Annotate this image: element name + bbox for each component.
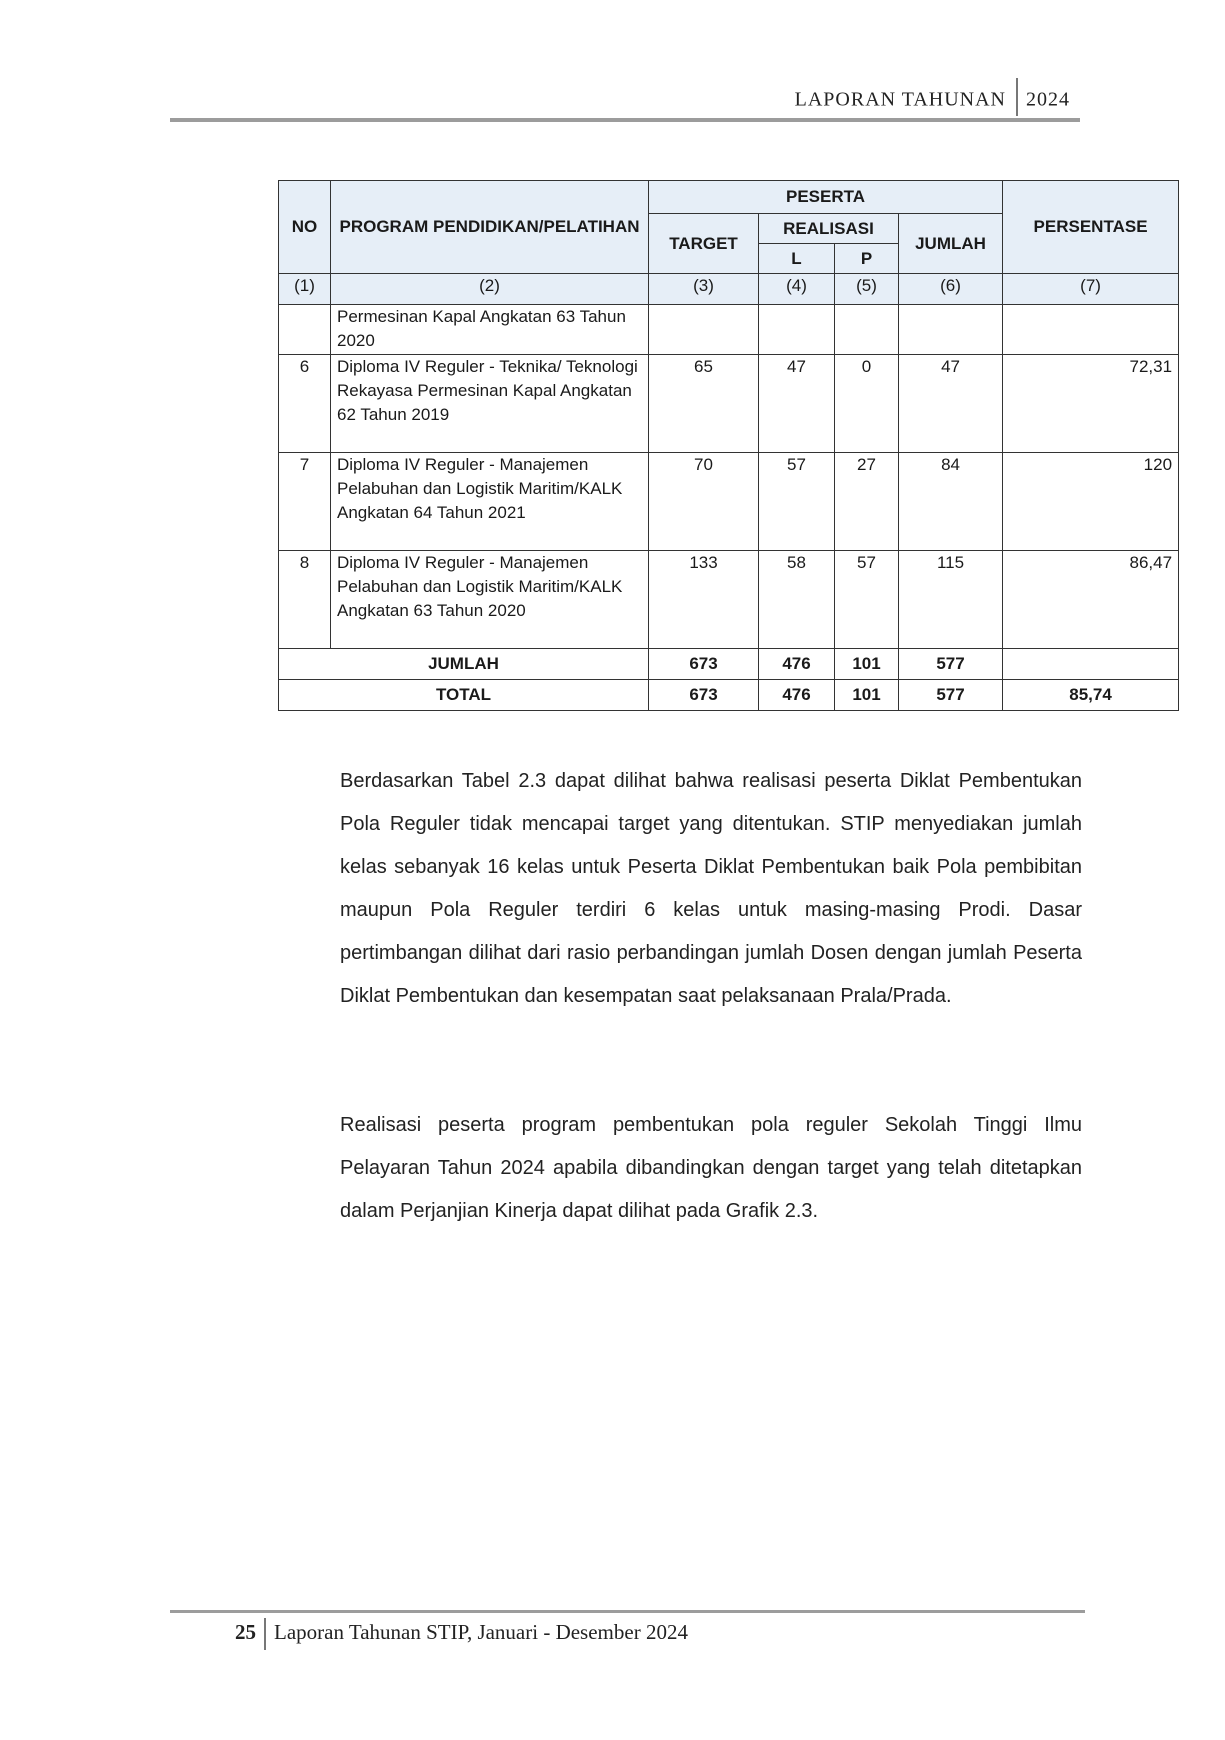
cell-no: 8 <box>279 551 331 649</box>
cell-persentase: 72,31 <box>1003 355 1179 453</box>
footer-rule <box>170 1610 1085 1613</box>
jumlah-l: 476 <box>759 649 835 680</box>
cell-l: 47 <box>759 355 835 453</box>
col-number: (7) <box>1003 274 1179 305</box>
cell-persentase: 120 <box>1003 453 1179 551</box>
jumlah-label: JUMLAH <box>279 649 649 680</box>
cell-persentase <box>1003 305 1179 355</box>
cell-program: Diploma IV Reguler - Teknika/ Teknologi Rekayasa Permesinan Kapal Angkatan 62 Tahun 2019 <box>331 355 649 453</box>
total-persentase: 85,74 <box>1003 680 1179 711</box>
footer-divider <box>264 1618 266 1650</box>
header-target: TARGET <box>649 214 759 274</box>
header-l: L <box>759 244 835 274</box>
jumlah-row <box>279 649 1179 680</box>
header-peserta: PESERTA <box>649 181 1003 214</box>
body-paragraph: Realisasi peserta program pembentukan pola reguler Sekolah Tinggi Ilmu Pelayaran Tahun 2024 apabila dibandingkan dengan target yang telah ditetapkan dalam Perjanjian Kinerja dapat dilihat pada Grafik 2.3. <box>340 1114 1082 1222</box>
cell-p: 27 <box>835 453 899 551</box>
cell-target: 65 <box>649 355 759 453</box>
col-number: (2) <box>331 274 649 305</box>
col-number: (6) <box>899 274 1003 305</box>
cell-l <box>759 305 835 355</box>
col-number: (3) <box>649 274 759 305</box>
header-title: LAPORAN TAHUNAN <box>794 88 1006 111</box>
jumlah-jumlah: 577 <box>899 649 1003 680</box>
cell-jumlah <box>899 305 1003 355</box>
col-number: (4) <box>759 274 835 305</box>
cell-program: Permesinan Kapal Angkatan 63 Tahun 2020 <box>331 305 649 355</box>
cell-target <box>649 305 759 355</box>
header-program: PROGRAM PENDIDIKAN/PELATIHAN <box>331 181 649 274</box>
page-header <box>170 82 1070 120</box>
cell-jumlah: 47 <box>899 355 1003 453</box>
cell-target: 70 <box>649 453 759 551</box>
cell-program: Diploma IV Reguler - Manajemen Pelabuhan dan Logistik Maritim/KALK Angkatan 64 Tahun 2021 <box>331 453 649 551</box>
cell-p: 0 <box>835 355 899 453</box>
header-no: NO <box>279 181 331 274</box>
header-rule <box>170 118 1080 122</box>
col-number: (1) <box>279 274 331 305</box>
table-row <box>279 453 1179 551</box>
participants-table <box>278 180 1179 711</box>
column-number-row <box>279 274 1179 305</box>
total-target: 673 <box>649 680 759 711</box>
cell-l: 57 <box>759 453 835 551</box>
cell-p <box>835 305 899 355</box>
total-l: 476 <box>759 680 835 711</box>
cell-no: 7 <box>279 453 331 551</box>
cell-persentase: 86,47 <box>1003 551 1179 649</box>
header-divider <box>1016 78 1018 116</box>
total-row <box>279 680 1179 711</box>
cell-l: 58 <box>759 551 835 649</box>
total-jumlah: 577 <box>899 680 1003 711</box>
page-footer <box>235 1618 688 1650</box>
footer-title: Laporan Tahunan STIP, Januari - Desember 2024 <box>274 1619 688 1644</box>
jumlah-p: 101 <box>835 649 899 680</box>
body-paragraph: Berdasarkan Tabel 2.3 dapat dilihat bahwa realisasi peserta Diklat Pembentukan Pola Reguler tidak mencapai target yang ditentukan. STIP menyediakan jumlah kelas sebanyak 16 kelas untuk Peserta Diklat Pembentukan baik Pola pembibitan maupun Pola Reguler terdiri 6 kelas untuk masing-masing Prodi. Dasar pertimbangan dilihat dari rasio perbandingan jumlah Dosen dengan jumlah Peserta Diklat Pembentukan dan kesempatan saat pelaksanaan Prala/Prada. <box>340 770 1082 1007</box>
table-row <box>279 305 1179 355</box>
jumlah-target: 673 <box>649 649 759 680</box>
jumlah-persentase <box>1003 649 1179 680</box>
total-label: TOTAL <box>279 680 649 711</box>
cell-no: 6 <box>279 355 331 453</box>
cell-no <box>279 305 331 355</box>
header-year: 2024 <box>1026 88 1070 111</box>
page-number: 25 <box>235 1619 256 1644</box>
table-row <box>279 551 1179 649</box>
header-p: P <box>835 244 899 274</box>
cell-jumlah: 84 <box>899 453 1003 551</box>
cell-target: 133 <box>649 551 759 649</box>
cell-jumlah: 115 <box>899 551 1003 649</box>
cell-program: Diploma IV Reguler - Manajemen Pelabuhan dan Logistik Maritim/KALK Angkatan 63 Tahun 2020 <box>331 551 649 649</box>
total-p: 101 <box>835 680 899 711</box>
col-number: (5) <box>835 274 899 305</box>
header-jumlah: JUMLAH <box>899 214 1003 274</box>
header-persentase: PERSENTASE <box>1003 181 1179 274</box>
cell-p: 57 <box>835 551 899 649</box>
table-row <box>279 355 1179 453</box>
header-realisasi: REALISASI <box>759 214 899 244</box>
